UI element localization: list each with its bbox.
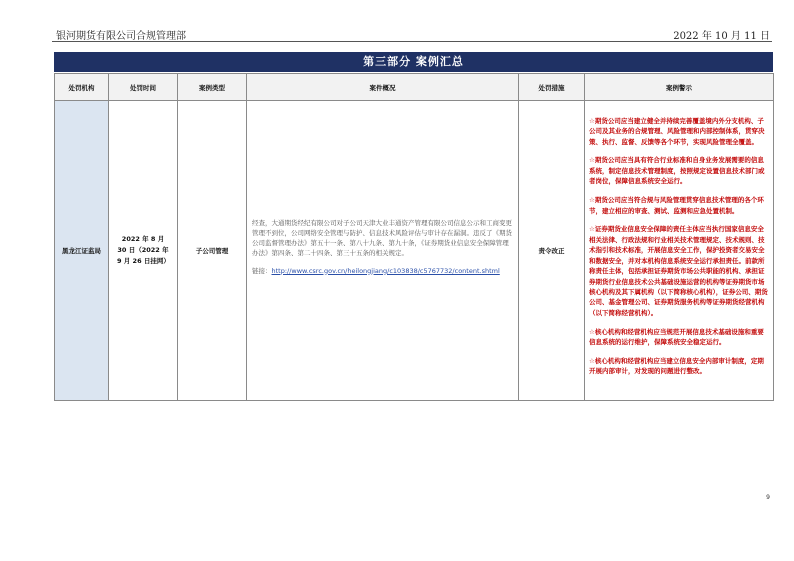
column-header-summary: 案件概况	[247, 74, 519, 101]
column-header-type: 案例类型	[178, 74, 247, 101]
warning-item: ☆期货公司应当具有符合行业标准和自身业务发展需要的信息系统，制定信息技术管理制度，按照规定设置信息技术部门或者岗位，保障信息系统安全运行。	[589, 156, 765, 186]
cell-type: 子公司管理	[178, 101, 247, 401]
section-title: 第三部分 案例汇总	[54, 52, 773, 72]
column-header-warnings: 案例警示	[585, 74, 774, 101]
column-header-org: 处罚机构	[55, 74, 109, 101]
table-row	[55, 101, 774, 401]
case-link[interactable]: http://www.csrc.gov.cn/heilongjiang/c103838/c5767732/content.shtml	[271, 266, 500, 275]
cell-measure: 责令改正	[519, 101, 585, 401]
warning-item: ☆证券期货业信息安全保障的责任主体应当执行国家信息安全相关法律、行政法规和行业相关技术管理规定、技术规则、技术指引和技术标准，开展信息安全工作，保护投资者交易安全和数据安全，并对本机构信息系统安全运行承担责任。前款所称责任主体，包括承担证券期货市场公共职能的机构、承担证券期货行业信息技术公共基础设施运营的机构等证券期货市场核心机构及其下属机构（以下简称核心机构），证券公司、期货公司、基金管理公司、证券期货服务机构等证券期货经营机构（以下简称经营机构）。	[589, 225, 768, 317]
header-date: 2022 年 10 月 11 日	[673, 31, 770, 42]
summary-link-line	[252, 266, 513, 276]
cell-summary	[247, 101, 519, 401]
column-header-date: 处罚时间	[109, 74, 178, 101]
table-header-row	[55, 74, 774, 101]
link-label: 链接：	[252, 266, 272, 275]
page-number: 9	[766, 494, 770, 501]
header-company: 银河期货有限公司合规管理部	[56, 31, 186, 42]
warning-item: ☆核心机构和经营机构应当建立信息安全内部审计制度，定期开展内部审计，对发现的问题进行整改。	[589, 356, 764, 376]
warning-item: ☆期货公司应当建立健全并持续完善覆盖境内外分支机构、子公司及其业务的合规管理、风险管理和内部控制体系，贯穿决策、执行、监督、反馈等各个环节，实现风险管理全覆盖。	[589, 116, 765, 146]
warning-item: ☆核心机构和经营机构应当规范开展信息技术基础设施和重要信息系统的运行维护，保障系统安全稳定运行。	[589, 327, 764, 347]
cell-org: 黑龙江证监局	[55, 101, 109, 401]
case-table	[54, 73, 774, 401]
header-divider	[52, 41, 772, 42]
warning-item: ☆期货公司应当符合规与风险管理贯穿信息技术管理的各个环节，建立相应的审查、测试、监测和应急处置机制。	[589, 196, 764, 215]
column-header-measure: 处罚措施	[519, 74, 585, 101]
cell-warnings	[585, 101, 774, 401]
cell-date: 2022 年 8 月 30 日（2022 年 9 月 26 日挂网）	[109, 101, 178, 401]
summary-text: 经查，大通期货经纪有限公司对子公司天津大业丰通资产管理有限公司信息公示和工商变更管理不到位，公司网络安全管理与防护、信息技术风险评估与审计存在漏洞。违反了《期货公司监督管理办法》第五十一条、第八十九条、第九十条，《证券期货业信息安全保障管理办法》第四条、第二十四条、第三十五条的相关规定。	[252, 218, 512, 257]
